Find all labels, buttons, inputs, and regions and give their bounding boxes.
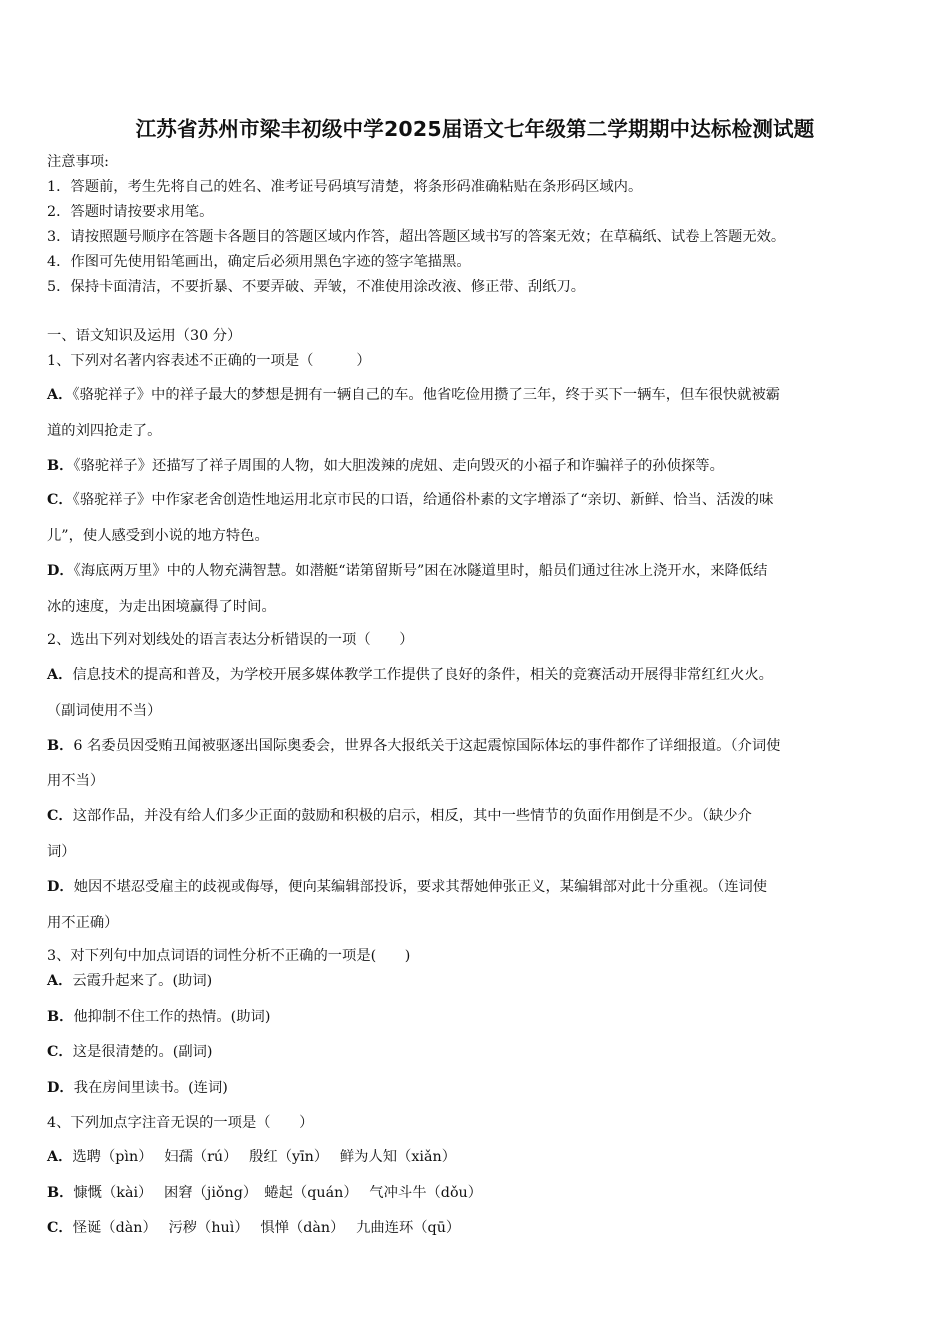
option-text: 这部作品，并没有给人们多少正面的鼓励和积极的启示，相反，其中一些情节的负面作用倒是不少。（缺少介 [72, 808, 752, 824]
section-heading: 一、语文知识及运用（30 分） [47, 328, 242, 344]
option-text: 《骆驼祥子》还描写了祥子周围的人物，如大胆泼辣的虎妞、走向毁灭的小福子和诈骗祥子的孙侦探等。 [73, 458, 724, 474]
question-4-stem: 4、下列加点字注音无误的一项是（ ） [47, 1115, 314, 1131]
option-label: A． [47, 973, 73, 989]
question-2-option-b-cont: 用不当） [47, 773, 105, 789]
question-2-stem: 2、选出下列对划线处的语言表达分析错误的一项（ ） [47, 632, 414, 648]
question-2-option-c [47, 806, 752, 826]
notice-item-3: 3．请按照题号顺序在答题卡各题目的答题区域内作答，超出答题区域书写的答案无效；在草稿纸、试卷上答题无效。 [47, 229, 786, 245]
option-text: 《骆驼祥子》中的祥子最大的梦想是拥有一辆自己的车。他省吃俭用攒了三年，终于买下一辆车，但车很快就被霸 [72, 387, 781, 403]
question-1-option-d-cont: 冰的速度，为走出困境赢得了时间。 [47, 599, 276, 615]
notice-item-1: 1．答题前，考生先将自己的姓名、准考证号码填写清楚，将条形码准确粘贴在条形码区域内。 [47, 179, 643, 195]
question-1-option-a [47, 385, 780, 405]
page-title: 江苏省苏州市梁丰初级中学2025届语文七年级第二学期期中达标检测试题 [135, 117, 815, 141]
question-1-option-d [47, 561, 767, 581]
question-1-option-a-cont: 道的刘四抢走了。 [47, 423, 162, 439]
option-label: B． [47, 1009, 74, 1025]
notice-item-4: 4．作图可先使用铅笔画出，确定后必须用黑色字迹的签字笔描黑。 [47, 254, 471, 270]
option-text: 慷慨（kài） 困窘（jiǒng） 蜷起（quán） 气冲斗牛（dǒu） [73, 1185, 483, 1201]
question-2-option-c-cont: 词） [47, 844, 76, 860]
question-2-option-a [47, 665, 773, 685]
notice-heading: 注意事项: [47, 154, 110, 170]
notice-item-5: 5．保持卡面清洁，不要折暴、不要弄破、弄皱，不准使用涂改液、修正带、刮纸刀。 [47, 279, 586, 295]
option-text: 6 名委员因受贿丑闻被驱逐出国际奥委会，世界各大报纸关于这起震惊国际体坛的事件都作了详细报道。（介词使 [73, 738, 781, 754]
question-3-option-b [47, 1007, 270, 1027]
option-label: A． [47, 1149, 73, 1165]
option-text: 《骆驼祥子》中作家老舍创造性地运用北京市民的口语，给通俗朴素的文字增添了“亲切、新鲜、恰当、活泼的味 [72, 492, 774, 508]
option-text: 《海底两万里》中的人物充满智慧。如潜艇“诺第留斯号”困在冰隧道里时，船员们通过往冰上浇开水，来降低结 [73, 563, 768, 579]
question-1-option-b [47, 456, 724, 476]
option-text: 她因不堪忍受雇主的歧视或侮辱，便向某编辑部投诉，要求其帮她伸张正义，某编辑部对此十分重视。（连词使 [73, 879, 768, 895]
question-4-option-c [47, 1218, 460, 1238]
option-label: D． [47, 879, 74, 895]
option-label: C． [47, 1044, 73, 1060]
question-3-option-a [47, 971, 212, 991]
question-1-option-c [47, 490, 773, 510]
question-1-option-c-cont: 儿”，使人感受到小说的地方特色。 [47, 528, 269, 544]
option-text: 我在房间里读书。(连词) [73, 1080, 228, 1096]
option-label: B． [47, 738, 74, 754]
question-3-stem: 3、对下列句中加点词语的词性分析不正确的一项是( ) [47, 948, 411, 964]
question-4-option-b [47, 1183, 482, 1203]
option-text: 他抑制不住工作的热情。(助词) [73, 1009, 271, 1025]
question-4-option-a [47, 1147, 456, 1167]
option-text: 云霞升起来了。(助词) [72, 973, 213, 989]
option-label: B． [47, 458, 74, 474]
question-2-option-a-cont: （副词使用不当） [47, 703, 162, 719]
question-3-option-d [47, 1078, 228, 1098]
option-text: 这是很清楚的。(副词) [72, 1044, 213, 1060]
question-1-stem: 1、下列对名著内容表述不正确的一项是（ ） [47, 353, 371, 369]
option-text: 信息技术的提高和普及，为学校开展多媒体教学工作提供了良好的条件，相关的竞赛活动开展得非常红红火火。 [72, 667, 773, 683]
option-label: D． [47, 563, 74, 579]
option-label: A． [47, 387, 73, 403]
option-label: C． [47, 492, 73, 508]
option-label: A． [47, 667, 73, 683]
question-2-option-d-cont: 用不正确） [47, 915, 119, 931]
option-label: D． [47, 1080, 74, 1096]
question-3-option-c [47, 1042, 213, 1062]
question-2-option-d [47, 877, 767, 897]
option-text: 怪诞（dàn） 污秽（huì） 惧惮（dàn） 九曲连环（qū） [72, 1220, 461, 1236]
option-label: C． [47, 1220, 73, 1236]
question-2-option-b [47, 736, 780, 756]
notice-item-2: 2．答题时请按要求用笔。 [47, 204, 214, 220]
option-label: C． [47, 808, 73, 824]
option-label: B． [47, 1185, 74, 1201]
option-text: 选聘（pìn） 妇孺（rú） 殷红（yīn） 鲜为人知（xiǎn） [72, 1149, 457, 1165]
